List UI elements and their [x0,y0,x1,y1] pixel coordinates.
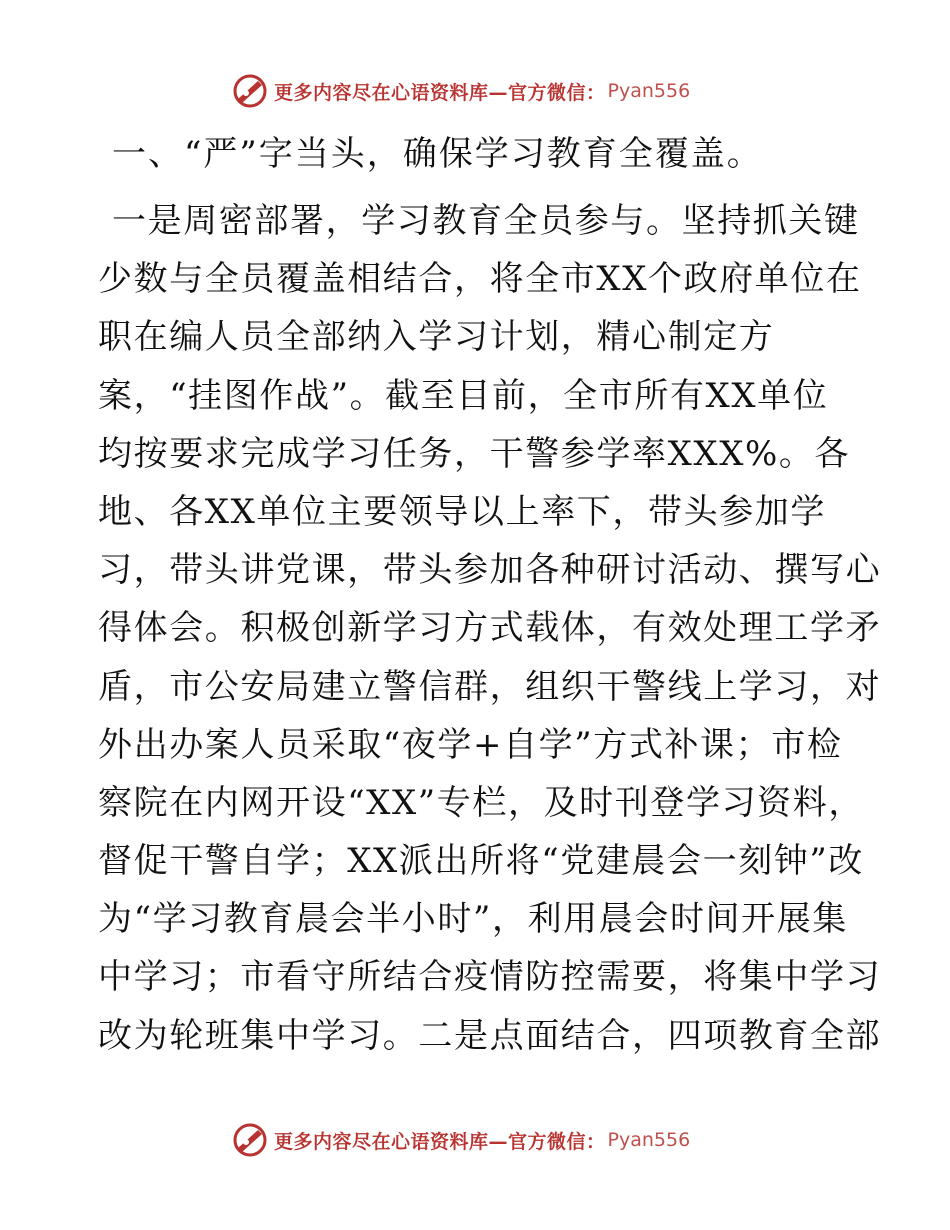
watermark-text: 更多内容尽在心语资料库—官方微信： [274,81,606,104]
body-paragraph [98,192,882,1065]
text-line: 地、各XX单位主要领导以上率下，带头参加学 [98,491,827,532]
text-line: 均按要求完成学习任务，干警参学率XXX%。各 [98,433,851,474]
red-pen-circle-logo-icon [232,73,268,109]
text-line: 中学习；市看守所结合疫情防控需要，将集中学习 [98,957,882,998]
footer-watermark [232,1120,752,1160]
text-line: 一是周密部署，学习教育全员参与。坚持抓关键 [112,201,860,241]
red-pen-circle-logo-icon [232,1122,268,1158]
watermark-text: 更多内容尽在心语资料库—官方微信： [274,1130,606,1153]
text-line: 得体会。积极创新学习方式载体，有效处理工学矛 [98,608,882,649]
text-line: 察院在内网开设“XX”专栏，及时刊登学习资料， [98,782,864,823]
text-line: 职在编人员全部纳入学习计划，精心制定方 [98,317,775,358]
text-line: 盾，市公安局建立警信群，组织干警线上学习，对 [98,666,882,707]
text-line: 案，“挂图作战”。截至目前，全市所有XX单位 [98,375,829,416]
section-heading: 一、“严”字当头，确保学习教育全覆盖。 [112,134,763,174]
watermark-contact: Pyan556 [607,80,691,102]
text-line: 督促干警自学；XX派出所将“党建晨会一刻钟”改 [98,841,864,882]
header-watermark [232,71,752,111]
text-line: 少数与全员覆盖相结合，将全市XX个政府单位在 [98,259,862,300]
text-line: 为“学习教育晨会半小时”，利用晨会时间开展集 [98,899,848,940]
text-line: 习，带头讲党课，带头参加各种研讨活动、撰写心 [98,550,882,591]
watermark-contact: Pyan556 [607,1129,691,1151]
text-line: 改为轮班集中学习。二是点面结合，四项教育全部 [98,1015,882,1056]
text-line: 外出办案人员采取“夜学+自学”方式补课；市检 [98,724,843,765]
